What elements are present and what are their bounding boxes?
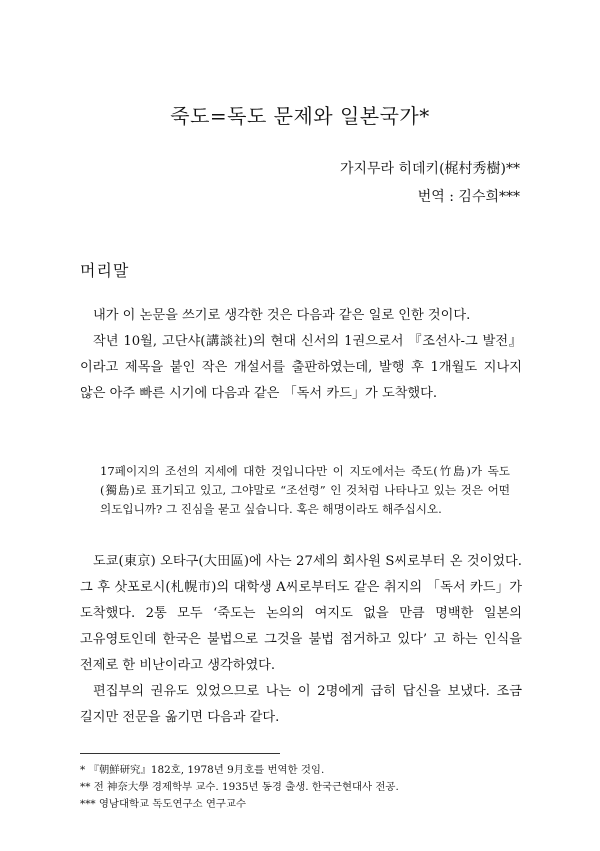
footnotes xyxy=(80,762,540,813)
section-heading: 머리말 xyxy=(80,261,130,280)
paper-title: 죽도=독도 문제와 일본국가* xyxy=(170,104,430,128)
reader-card-quote: 17페이지의 조선의 지세에 대한 것입니다만 이 지도에서는 죽도(竹島)가 독도(獨島)로 표기되고 있고, 그야말로 “조선령” 인 것처럼 나타나고 있는 것은 어떤 의도입니까? 그 진심을 묻고 싶습니다. 혹은 해명이라도 해주십시오. xyxy=(100,464,510,516)
paragraph-1: 내가 이 논문을 쓰기로 생각한 것은 다음과 같은 일로 인한 것이다. xyxy=(93,308,471,323)
footnote-3: *** 영남대학교 독도연구소 연구교수 xyxy=(80,798,247,810)
author-line: 가지무라 히데키(梶村秀樹)** xyxy=(339,161,520,177)
translator-line: 번역 : 김수희*** xyxy=(417,189,520,205)
footnote-divider xyxy=(80,753,280,754)
paragraph-4: 편집부의 권유도 있었으므로 나는 이 2명에게 급히 답신을 보냈다. 조금 길지만 전문을 옮기면 다음과 같다. xyxy=(80,684,522,725)
followup-paragraphs xyxy=(80,549,522,731)
intro-paragraphs xyxy=(80,303,522,407)
footnote-1: * 『朝鮮研究』182호, 1978년 9月호를 번역한 것임. xyxy=(80,764,325,776)
footnote-2: ** 전 神奈大學 경제학부 교수. 1935년 동경 출생. 한국근현대사 전공. xyxy=(80,781,399,793)
paragraph-3: 도쿄(東京) 오타구(大田區)에 사는 27세의 회사원 S씨로부터 온 것이었다. 그 후 삿포로시(札幌市)의 대학생 A씨로부터도 같은 취지의 「독서 카드」가 도착했다. 2통 모두 ‘죽도는 논의의 여지도 없을 만큼 명백한 일본의 고유영토인데 한국은 불법으로 그것을 불법 점거하고 있다’ 고 하는 인식을 전제로 한 비난이라고 생각하였다. xyxy=(80,554,522,673)
paragraph-2: 작년 10월, 고단샤(講談社)의 현대 신서의 1권으로서 『조선사-그 발전』이라고 제목을 붙인 작은 개설서를 출판하였는데, 발행 후 1개월도 지나지 않은 아주 빠른 시기에 다음과 같은 「독서 카드」가 도착했다. xyxy=(80,334,522,401)
